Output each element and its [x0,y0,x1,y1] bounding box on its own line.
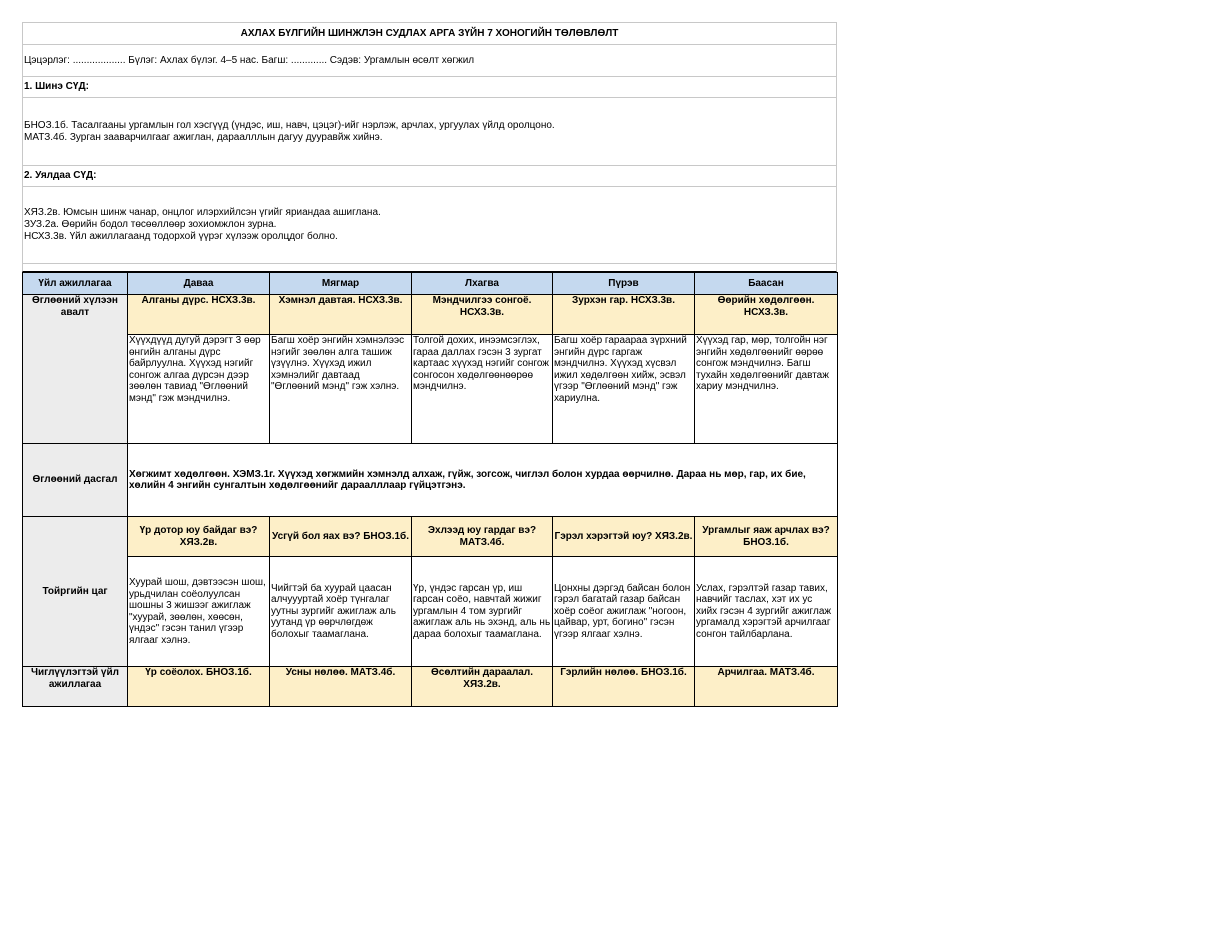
section1-heading: 1. Шинэ СҮД: [22,76,837,97]
circle-time-desc-row [23,557,838,667]
header-cell: Даваа [128,273,270,295]
description-cell: Хуурай шош, дэвтээсэн шош, урьдчилан соёолуулсан шошны 3 жишээг ажиглаж "хуурай, зөөлөн, хөөсөн, үндэс" гэсэн танил үгээр ялгааг хэлнэ. [128,557,270,667]
header-row [23,273,838,295]
activity-cell: Арчилгаа. МАТЗ.4б. [695,667,838,707]
header-cell: Үйл ажиллагаа [23,273,128,295]
row-label: Чиглүүлэгтэй үйл ажиллагаа [23,667,128,707]
spacer-row [22,263,837,272]
activity-cell: Гэрлийн нөлөө. БНОЗ.1б. [553,667,695,707]
description-cell: Услах, гэрэлтэй газар тавих, навчийг таслах, хэт их ус хийх гэсэн 4 зургийг ажиглаж ургамалд хэрэгтэй арчилгааг сонгон тайлбарлана. [695,557,838,667]
circle-time-activity-row [23,517,838,557]
description-cell: Багш хоёр гараараа зүрхний энгийн дүрс гаргаж мэндчилнэ. Хүүхэд хүсвэл ижил хөдөлгөөн хийж, эсвэл үгээр "Өглөөний мэнд" гэж хариулна. [553,335,695,444]
activity-cell: Өсөлтийн дараалал. ХЯЗ.2в. [412,667,553,707]
activity-cell: Ургамлыг яаж арчлах вэ? БНОЗ.1б. [695,517,838,557]
section1-goals [22,97,837,165]
activity-cell: Усгүй бол яах вэ? БНОЗ.1б. [270,517,412,557]
goal-line: МАТЗ.4б. Зурган зааварчилгааг ажиглан, дараалллын дагуу дууравйж хийнэ. [24,131,383,143]
morning-exercise-row [23,444,838,517]
info-line: Цэцэрлэг: ................... Бүлэг: Ахлах бүлэг. 4–5 нас. Багш: ............. Сэдэв: Ургамлын өсөлт хөгжил [22,44,837,76]
row-label: Тойргийн цаг [23,517,128,667]
description-cell: Үр, үндэс гарсан үр, иш гарсан соёо, навчтай жижиг ургамлын 4 том зургийг ажиглаж аль нь эхэнд, аль нь дараа болохыг таамаглана. [412,557,553,667]
section2-heading: 2. Уялдаа СҮД: [22,165,837,186]
header-cell: Баасан [695,273,838,295]
guided-activity-row [23,667,838,707]
activity-cell: Үр дотор юу байдаг вэ? ХЯЗ.2в. [128,517,270,557]
row-label: Өглөөний хүлээн авалт [23,295,128,444]
activity-cell: Усны нөлөө. МАТЗ.4б. [270,667,412,707]
activity-cell: Гэрэл хэрэгтэй юу? ХЯЗ.2в. [553,517,695,557]
weekly-plan-table [22,272,838,707]
activity-cell: Мэндчилгээ сонгоё. НСХЗ.3в. [412,295,553,335]
morning-greeting-desc-row [23,335,838,444]
row-label: Өглөөний дасгал [23,444,128,517]
lesson-plan-sheet [22,22,837,707]
activity-cell: Зурхэн гар. НСХЗ.3в. [553,295,695,335]
description-cell: Чийгтэй ба хуурай цаасан алчуууртай хоёр түнгалаг уутны зургийг ажиглаж аль уутанд үр өөрчлөгдөж болохыг таамаглана. [270,557,412,667]
activity-cell: Алганы дүрс. НСХЗ.3в. [128,295,270,335]
description-cell: Цонхны дэргэд байсан болон гэрэл багатай газар байсан хоёр соёог ажиглаж "ногоон, цайвар, урт, богино" гэсэн үгээр ялгааг хэлнэ. [553,557,695,667]
description-cell: Багш хоёр энгийн хэмнэлээс нэгийг зөөлөн алга ташиж үзүүлнэ. Хүүхэд ижил хэмнэлийг давтаад "Өглөөний мэнд" гэж хэлнэ. [270,335,412,444]
goal-line: ХЯЗ.2в. Юмсын шинж чанар, онцлог илэрхийлсэн үгийг яриандаа ашиглана. [24,207,381,218]
goal-line: БНОЗ.1б. Тасалгааны ургамлын гол хэсгүүд (үндэс, иш, навч, цэцэг)-ийг нэрлэж, арчлах, ургуулах үйлд оролцоно. [24,120,555,131]
description-cell: Хүүхдүүд дугуй дэрэгт 3 өөр өнгийн алганы дүрс байрлуулна. Хүүхэд нэгийг сонгож алгаа дүрсэн дээр зөөлөн тавиад "Өглөөний мэнд" гэж мэндчилнэ. [128,335,270,444]
header-cell: Пүрэв [553,273,695,295]
document-title: АХЛАХ БҮЛГИЙН ШИНЖЛЭН СУДЛАХ АРГА ЗҮЙН 7 ХОНОГИЙН ТӨЛӨВЛӨЛТ [22,22,837,44]
goal-line: ЗУЗ.2а. Өөрийн бодол төсөөллөөр зохиомжлон зурна. [24,219,277,230]
activity-cell: Эхлээд юу гардаг вэ? МАТЗ.4б. [412,517,553,557]
activity-cell: Өөрийн хөдөлгөөн. НСХЗ.3в. [695,295,838,335]
exercise-cell: Хөгжимт хөдөлгөөн. ХЭМЗ.1г. Хүүхэд хөгжмийн хэмнэлд алхаж, гүйж, зогсож, чиглэл болон хурдаа өөрчилнө. Дараа нь мөр, гар, их бие, хөлийн 4 энгийн сунгалтын хөдөлгөөнийг дараалллаар гүйцэтгэнэ. [128,444,838,517]
goal-line: НСХЗ.3в. Үйл ажиллагаанд тодорхой үүрэг хүлээж оролцдог болно. [24,231,338,242]
activity-cell: Үр соёолох. БНОЗ.1б. [128,667,270,707]
description-cell: Толгой дохих, инээмсэглэх, гараа даллах гэсэн 3 зургат картаас хүүхэд нэгийг сонгож сонгосон хөдөлгөөнөөрөө мэндчилнэ. [412,335,553,444]
activity-cell: Хэмнэл давтая. НСХЗ.3в. [270,295,412,335]
header-cell: Лхагва [412,273,553,295]
section2-goals [22,186,837,263]
description-cell: Хүүхэд гар, мөр, толгойн нэг энгийн хөдөлгөөнийг өөрөө сонгож мэндчилнэ. Багш тухайн хөдөлгөөнийг давтаж хариу мэндчилнэ. [695,335,838,444]
morning-greeting-activity-row [23,295,838,335]
header-cell: Мягмар [270,273,412,295]
